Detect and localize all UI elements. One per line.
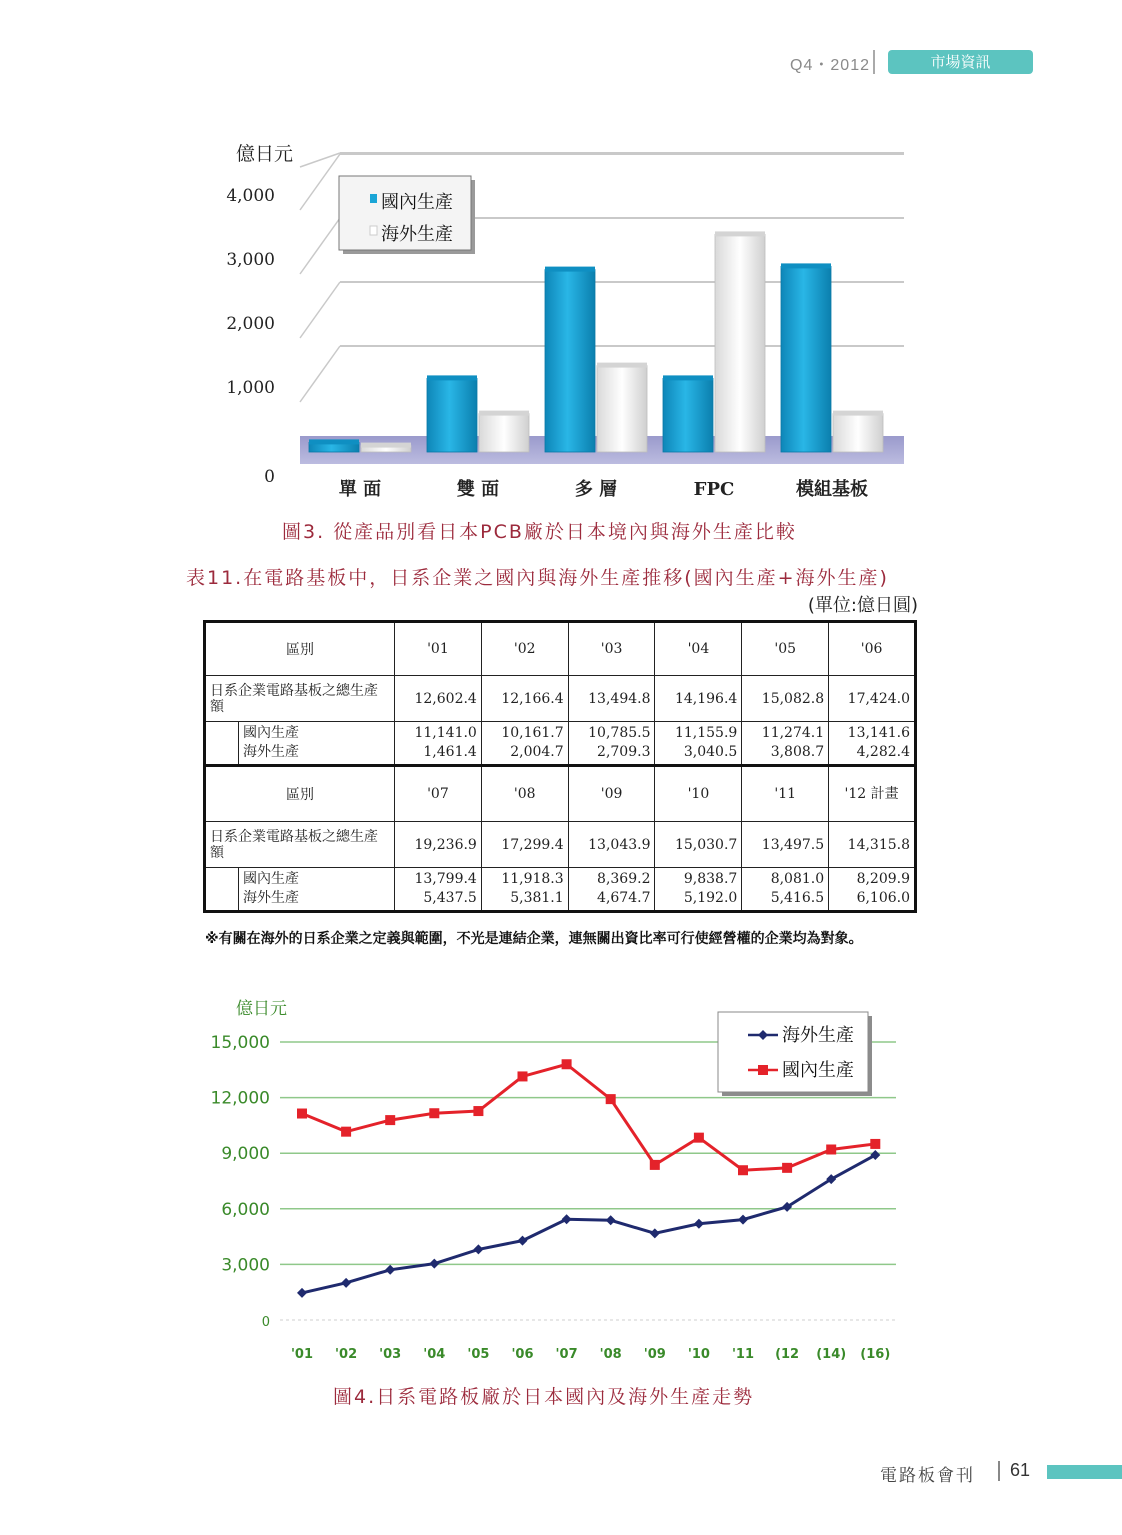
year-cell: '10 [655,766,742,822]
x-tick-label: '08 [599,1347,622,1362]
row-label-total: 日系企業電路基板之總生產額 [205,676,395,722]
y-tick-label: 0 [261,1315,270,1330]
production-table [203,620,917,913]
value-cell: 12,602.4 [395,676,482,722]
row-label-total: 日系企業電路基板之總生產額 [205,822,395,868]
value-cell: 14,196.4 [655,676,742,722]
year-cell: '09 [568,766,655,822]
split-cell: 11,141.0 1,461.4 [395,722,482,766]
y-tick-label: 4,000 [226,186,275,206]
table-row-header-1 [205,622,916,676]
bar-top [479,411,529,416]
x-tick-label: '04 [423,1347,446,1362]
bar-overseas [479,414,529,452]
data-point [782,1163,792,1173]
page-number: 61 [1010,1460,1031,1480]
data-point [606,1094,616,1104]
line-chart [0,990,1122,1410]
data-point [473,1244,483,1254]
bar-top [361,443,411,448]
x-tick-label: '07 [555,1347,578,1362]
split-cell: 8,081.0 5,416.5 [742,868,829,912]
data-point [385,1265,395,1275]
gridline-diagonal [300,346,340,402]
data-point [606,1215,616,1225]
split-cell: 11,918.3 5,381.1 [481,868,568,912]
indent-cell [205,868,239,912]
gridline-diagonal [300,218,340,274]
gridline-diagonal [300,154,340,210]
issue-label: Q4・2012 [790,57,870,74]
year-cell: '06 [829,622,916,676]
bar-domestic [545,270,595,452]
legend-label-domestic: 國內生產 [381,192,453,213]
x-tick-label: '05 [467,1347,490,1362]
split-cell: 8,209.9 6,106.0 [829,868,916,912]
table-note: ※有關在海外的日系企業之定義與範圍，不光是連結企業，連無關出資比率可行使經營權的企業均為對象。 [205,931,863,947]
year-cell: '05 [742,622,829,676]
bar-overseas [715,234,765,452]
legend-marker-domestic [758,1065,768,1075]
year-cell: '04 [655,622,742,676]
table-header-cell: 區別 [205,766,395,822]
split-cell: 9,838.7 5,192.0 [655,868,742,912]
chart-legend [718,1012,872,1096]
x-tick-label: '09 [643,1347,666,1362]
bar-domestic [781,266,831,452]
row-label-overseas: 海外生產 [243,890,299,906]
table-row-header-2 [205,766,916,822]
gridline-diagonal [300,282,340,338]
split-cell: 8,369.2 4,674.7 [568,868,655,912]
data-point [562,1214,572,1224]
legend-swatch-domestic [370,194,377,203]
x-tick-label: '11 [731,1347,755,1362]
table-row-split-2 [205,868,916,912]
legend-label-domestic: 國內生產 [782,1060,854,1081]
data-point [694,1219,704,1229]
data-point [429,1108,439,1118]
data-point [297,1109,307,1119]
y-tick-label: 15,000 [210,1033,270,1053]
year-cell: '01 [395,622,482,676]
data-point [341,1278,351,1288]
value-cell: 14,315.8 [829,822,916,868]
y-tick-label: 1,000 [226,378,275,398]
table11-title: 表11.在電路基板中，日系企業之國內與海外生產推移(國內生產+海外生產) [186,567,889,589]
figure4-caption: 圖4.日系電路板廠於日本國內及海外生產走勢 [333,1386,755,1408]
value-cell: 17,299.4 [481,822,568,868]
legend-label-overseas: 海外生產 [782,1025,854,1046]
data-point [518,1071,528,1081]
gridline-diagonal [300,153,340,167]
data-point [297,1288,307,1298]
y-tick-label: 6,000 [221,1199,270,1220]
legend-swatch-overseas [370,226,377,235]
x-tick-label: '06 [511,1347,534,1362]
bar-top [597,363,647,368]
table-header-cell: 區別 [205,622,395,676]
split-cell: 11,274.1 3,808.7 [742,722,829,766]
bar-top [545,267,595,272]
row-label-split [239,868,395,912]
data-point [870,1139,880,1149]
footer-accent-bar [1047,1465,1122,1479]
data-point [518,1236,528,1246]
row-label-domestic: 國內生產 [243,725,299,741]
year-cell: '02 [481,622,568,676]
value-cell: 15,082.8 [742,676,829,722]
legend-label-overseas: 海外生產 [381,224,453,245]
indent-cell [205,722,239,766]
split-cell: 10,785.5 2,709.3 [568,722,655,766]
bar-domestic [427,378,477,452]
y-tick-label: 0 [264,467,275,487]
data-point [385,1115,395,1125]
table-row-split-1 [205,722,916,766]
row-label-overseas: 海外生產 [243,744,299,760]
data-point [473,1106,483,1116]
y-tick-label: 3,000 [221,1255,270,1276]
year-cell: '08 [481,766,568,822]
x-tick-label: (12 [775,1347,800,1362]
data-point [650,1228,660,1238]
bar-domestic [663,378,713,452]
bar-top [663,375,713,380]
data-point [738,1165,748,1175]
value-cell: 17,424.0 [829,676,916,722]
x-tick-label: 多 層 [574,479,618,500]
bar-top [427,375,477,380]
data-point [694,1133,704,1143]
year-cell: '11 [742,766,829,822]
table11-unit: (單位:億日圓) [807,595,918,616]
bar-overseas [833,414,883,452]
split-cell: 13,141.6 4,282.4 [829,722,916,766]
bar-top [833,411,883,416]
split-cell: 10,161.7 2,004.7 [481,722,568,766]
data-point [738,1215,748,1225]
x-tick-label: 單 面 [338,479,382,500]
y-axis-label: 億日元 [236,143,294,165]
value-cell: 13,043.9 [568,822,655,868]
y-tick-label: 12,000 [210,1088,270,1109]
split-cell: 13,799.4 5,437.5 [395,868,482,912]
bar-overseas [597,366,647,452]
year-cell: '07 [395,766,482,822]
row-label-domestic: 國內生產 [243,871,299,887]
section-badge: 市場資訊 [888,50,1033,74]
y-tick-label: 9,000 [221,1144,270,1165]
x-tick-label: '01 [290,1347,314,1362]
x-tick-label: 模組基板 [796,479,868,500]
x-tick-label: 雙 面 [456,479,500,500]
data-point [429,1259,439,1269]
split-cell: 11,155.9 3,040.5 [655,722,742,766]
bar-chart [0,0,1122,520]
year-cell: '03 [568,622,655,676]
y-tick-label: 3,000 [226,250,275,270]
y-axis-label: 億日元 [236,999,287,1019]
magazine-title: 電路板會刊 [880,1466,975,1486]
value-cell: 13,497.5 [742,822,829,868]
data-point [650,1160,660,1170]
x-tick-label: '10 [687,1347,710,1362]
footer-divider [998,1461,1000,1481]
table-row-total-2 [205,822,916,868]
bar-top [781,263,831,268]
value-cell: 13,494.8 [568,676,655,722]
chart-legend [339,176,475,254]
x-tick-label: (14) [816,1347,847,1362]
figure3-caption: 圖3. 從產品別看日本PCB廠於日本境內與海外生產比較 [282,521,797,543]
x-tick-label: (16) [860,1347,891,1362]
data-point [562,1059,572,1069]
year-cell: '12 計畫 [829,766,916,822]
value-cell: 15,030.7 [655,822,742,868]
x-tick-label: '02 [335,1347,358,1362]
value-cell: 12,166.4 [481,676,568,722]
bar-top [309,439,359,444]
table-row-total-1 [205,676,916,722]
x-tick-label: '03 [379,1347,402,1362]
data-point [826,1144,836,1154]
y-tick-label: 2,000 [226,314,275,334]
bar-top [715,231,765,236]
data-point [341,1127,351,1137]
x-tick-label: FPC [693,479,735,500]
value-cell: 19,236.9 [395,822,482,868]
row-label-split [239,722,395,766]
